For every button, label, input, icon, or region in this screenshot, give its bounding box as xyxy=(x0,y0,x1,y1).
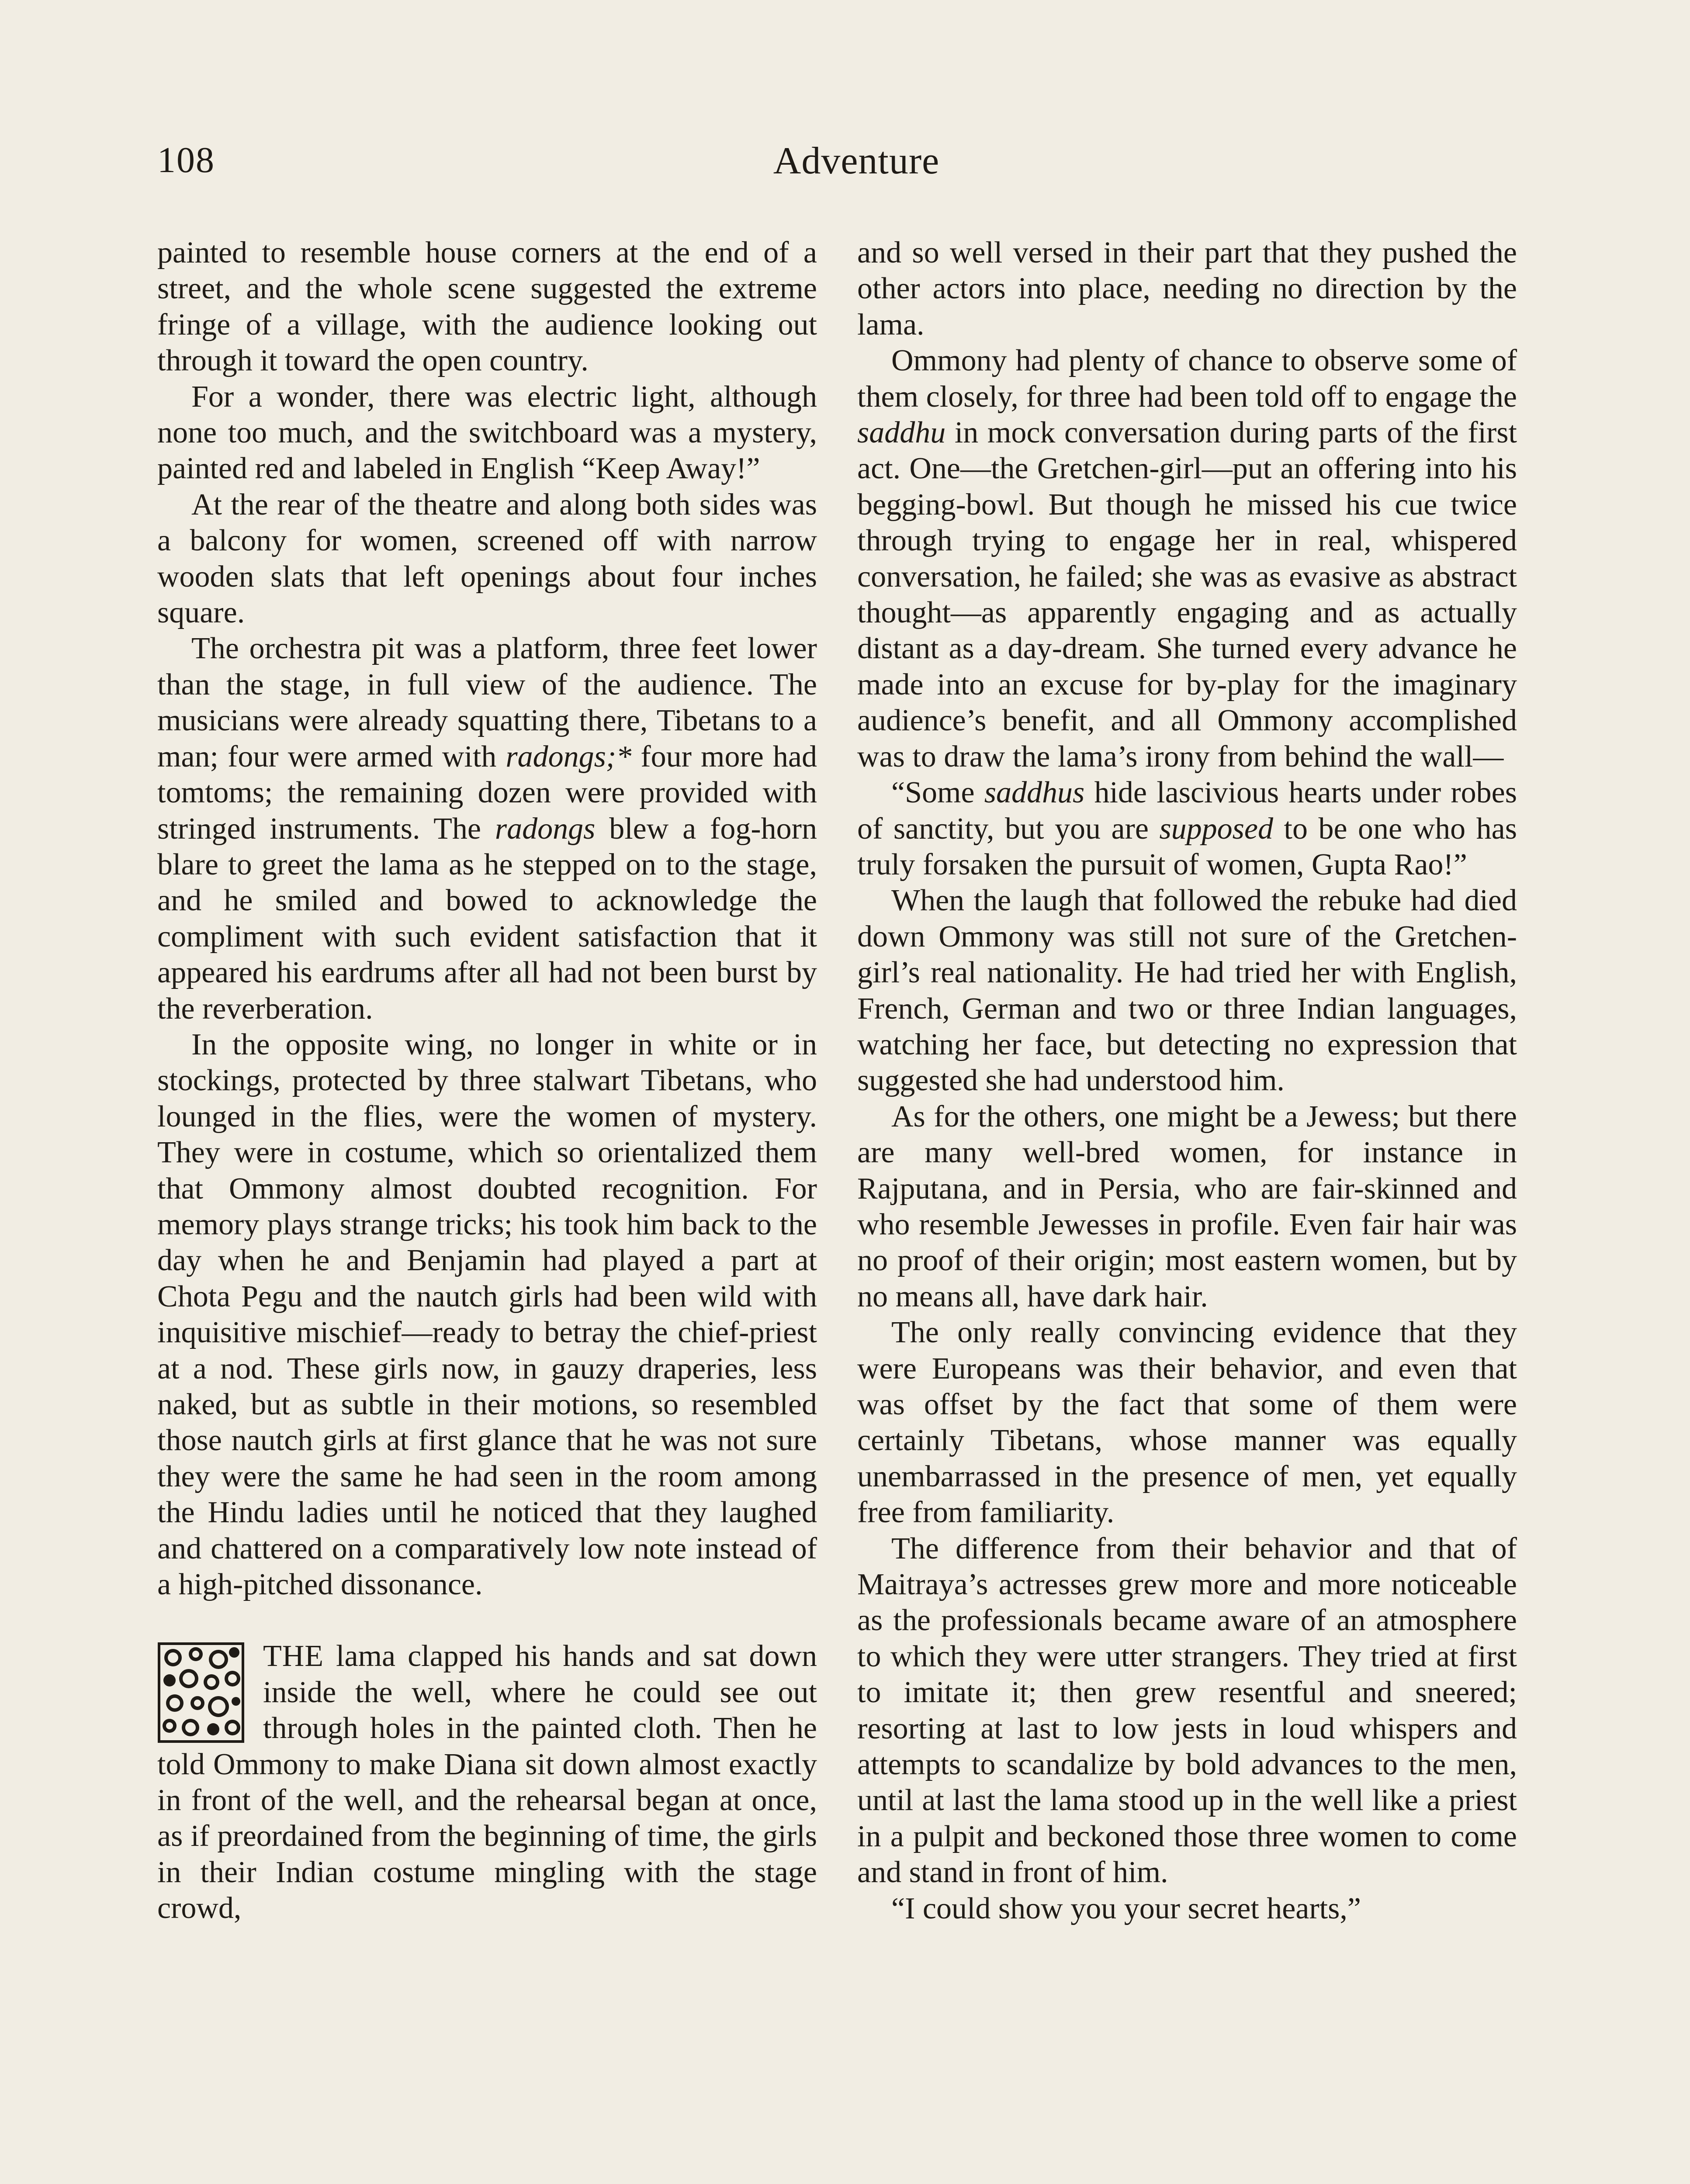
text-run: lama clapped his hands and sat down inside the well, where he could see out through holes in the painted cloth. Then he told Ommony to make Diana sit down almost exactly in front of the well, and the rehearsal began at once, as if preordained from the beginning of time, the girls in their Indian costume mingling with the stage crowd, xyxy=(157,1639,817,1925)
text-run: hide lascivious hearts under robes of sanctity, but you are xyxy=(857,776,1517,846)
italic-term: radongs;* xyxy=(506,740,632,774)
paragraph: The only really convincing evidence that they were Europeans was their behavior, and even that was offset by the fact that some of them were certainly Tibetans, whose manner was equally unembarrassed in the presence of men, yet equally free from familiarity. xyxy=(857,1316,1517,1530)
text-run: to be one who has truly forsaken the pursuit of women, Gupta Rao!” xyxy=(857,812,1517,881)
running-title: Adventure xyxy=(773,140,940,182)
paragraph: At the rear of the theatre and along both sides was a balcony for women, screened off with narrow wooden slats that left openings about four inches square. xyxy=(157,487,817,630)
text-run: “Some xyxy=(891,776,984,810)
paragraph: and so well versed in their part that they pushed the other actors into place, needing no direction by the lama. xyxy=(857,236,1517,342)
lead-in-word: THE xyxy=(263,1639,324,1673)
page-number: 108 xyxy=(157,140,215,180)
paragraph xyxy=(857,775,1517,883)
italic-term: radongs xyxy=(495,812,596,846)
italic-term: supposed xyxy=(1159,812,1273,846)
text-run: The orchestra pit was a platform, three feet lower than the stage, in full view of the audience. The musicians were already squatting there, Tibetans to a man; four were armed with xyxy=(157,632,817,774)
italic-term: saddhu xyxy=(857,416,946,450)
page-header xyxy=(157,139,1555,200)
italic-term: saddhus xyxy=(984,776,1085,810)
ornamental-dropcap-icon xyxy=(157,1642,245,1743)
text-run: four more had tomtoms; the remaining dozen were provided with stringed instruments. The xyxy=(157,740,817,846)
paragraph: “I could show you your secret hearts,” xyxy=(891,1891,1361,1925)
right-column xyxy=(857,235,1517,1927)
text-run: blew a fog-horn blare to greet the lama as he stepped on to the stage, and he smiled and bowed to acknowledge the compliment with such evident satisfaction that it appeared his eardrums after all had not been burst by the reverberation. xyxy=(157,812,817,1026)
paragraph: painted to resemble house corners at the end of a street, and the whole scene suggested the extreme fringe of a village, with the audience looking out through it toward the open country. xyxy=(157,236,817,378)
paragraph-orchestra xyxy=(157,631,817,1026)
section-opening-paragraph xyxy=(157,1638,817,1926)
paragraph: As for the others, one might be a Jewess; but there are many well-bred women, for instance in Rajputana, and in Persia, who are fair-skinned and who resemble Jewesses in profile. Even fair hair was no proof of their origin; most eastern women, but by no means all, have dark hair. xyxy=(857,1099,1517,1313)
paragraph: In the opposite wing, no longer in white or in stockings, protected by three stalwart Tibetans, who lounged in the flies, were the women of mystery. They were in costume, which so orientalized them that Ommony almost doubted recognition. For memory plays strange tricks; his took him back to the day when he and Benjamin had played a part at Chota Pegu and the nautch girls had been wild with inquisitive mischief—ready to betray the chief-priest at a nod. These girls now, in gauzy draperies, less naked, but as subtle in their motions, so resembled those nautch girls at first glance that he was not sure they were the same he had seen in the room among the Hindu ladies until he noticed that they laughed and chattered on a comparatively low note instead of a high-pitched dissonance. xyxy=(157,1027,817,1602)
paragraph: For a wonder, there was electric light, although none too much, and the switchboard was a mystery, painted red and labeled in English “Keep Away!” xyxy=(157,380,817,486)
text-run: Ommony had plenty of chance to observe some of them closely, for three had been told off to engage the xyxy=(857,344,1517,414)
paragraph xyxy=(857,343,1517,775)
text-run: in mock conversation during parts of the first act. One—the Gretchen-girl—put an offering into his begging-bowl. But though he missed his cue twice through trying to engage her in real, whispered conversation, he failed; she was as evasive as abstract thought—as apparently engaging and as actually distant as a day-dream. She turned every advance he made into an excuse for by-play for the imaginary audience’s benefit, and all Ommony accomplished was to draw the lama’s irony from behind the wall— xyxy=(857,416,1517,774)
paragraph: When the laugh that followed the rebuke had died down Ommony was still not sure of the Gretchen-girl’s real nationality. He had tried her with English, French, German and two or three Indian languages, watching her face, but detecting no expression that suggested she had understood him. xyxy=(857,884,1517,1098)
left-column xyxy=(157,235,817,1927)
paragraph: The difference from their behavior and that of Maitraya’s actresses grew more and more noticeable as the professionals became aware of an atmosphere to which they were utter strangers. They tried at first to imitate it; then grew resentful and sneered; resorting at last to low jests in loud whispers and attempts to scandalize by bold advances to the men, until at last the lama stood up in the well like a priest in a pulpit and beckoned those three women to come and stand in front of him. xyxy=(857,1531,1517,1890)
